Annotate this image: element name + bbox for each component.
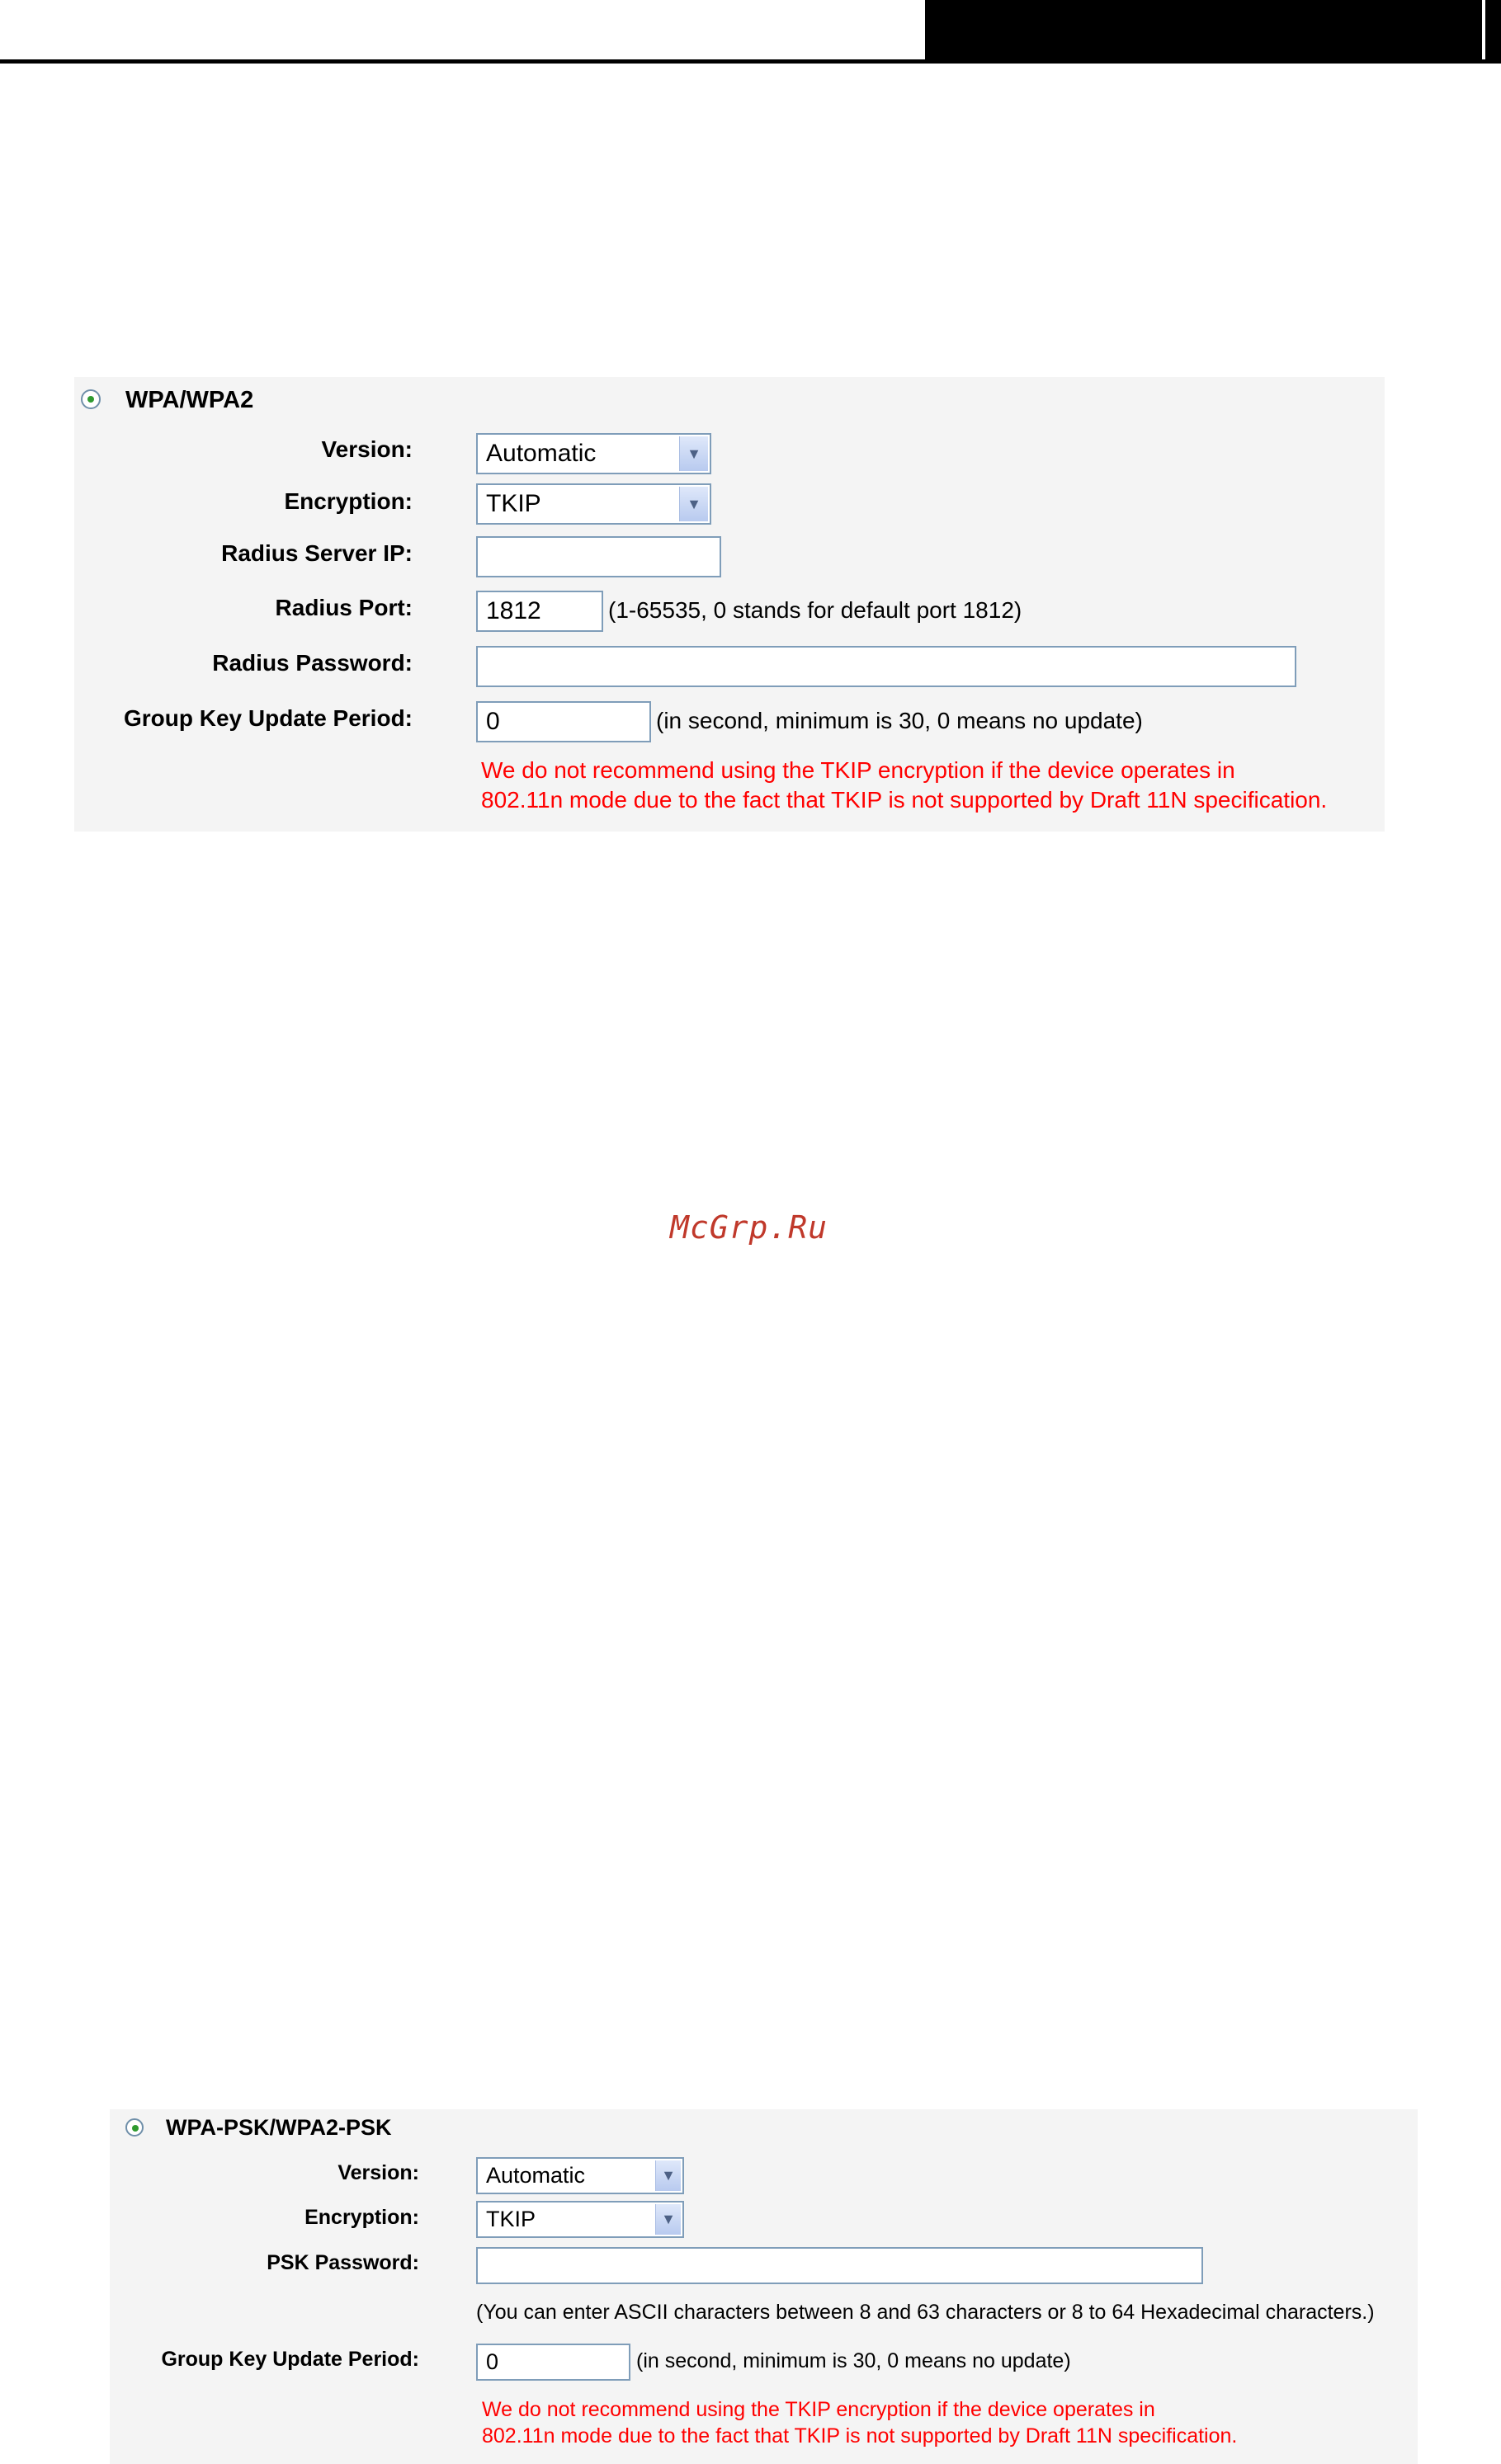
radius-server-ip-label: Radius Server IP: — [221, 540, 413, 566]
wpa-psk-settings-panel — [110, 2109, 1418, 2464]
wpa-psk-radio-button[interactable] — [125, 2118, 144, 2137]
radius-port-input[interactable]: 1812 — [476, 591, 603, 632]
wpa-radio-button[interactable] — [81, 389, 101, 409]
chevron-down-icon[interactable]: ▼ — [655, 2204, 681, 2235]
wpa-group-key-hint: (in second, minimum is 30, 0 means no update) — [656, 708, 1143, 733]
header-black-block-end — [1485, 0, 1501, 59]
psk-version-label: Version: — [337, 2161, 419, 2184]
psk-password-input[interactable] — [476, 2247, 1203, 2284]
chevron-down-icon[interactable]: ▼ — [679, 436, 708, 471]
watermark-text: McGrp.Ru — [670, 1209, 828, 1246]
psk-tkip-warning-line2: 802.11n mode due to the fact that TKIP is not supported by Draft 11N specification. — [482, 2424, 1238, 2448]
radius-port-hint: (1-65535, 0 stands for default port 1812) — [608, 597, 1022, 623]
wpa-encryption-select[interactable] — [476, 483, 711, 525]
psk-version-value: Automatic — [486, 2163, 586, 2188]
radius-password-input[interactable] — [476, 646, 1296, 687]
wpa-tkip-warning-line1: We do not recommend using the TKIP encryption if the device operates in — [481, 757, 1235, 783]
wpa-version-label: Version: — [321, 436, 413, 462]
radius-port-label: Radius Port: — [275, 595, 413, 620]
psk-group-key-input[interactable]: 0 — [476, 2344, 630, 2381]
psk-group-key-label: Group Key Update Period: — [161, 2348, 419, 2371]
psk-password-label: PSK Password: — [267, 2251, 419, 2274]
psk-password-hint: (You can enter ASCII characters between 8 and 63 characters or 8 to 64 Hexadecimal characters.) — [476, 2301, 1375, 2324]
psk-tkip-warning-line1: We do not recommend using the TKIP encryption if the device operates in — [482, 2398, 1155, 2421]
psk-encryption-select[interactable] — [476, 2201, 684, 2238]
wpa-version-select[interactable] — [476, 433, 711, 474]
radius-server-ip-input[interactable] — [476, 536, 721, 577]
wpa-group-key-label: Group Key Update Period: — [123, 705, 413, 731]
wpa-encryption-value: TKIP — [486, 490, 541, 517]
psk-version-select[interactable] — [476, 2157, 684, 2194]
wpa-group-key-input[interactable]: 0 — [476, 701, 651, 742]
chevron-down-icon[interactable]: ▼ — [679, 487, 708, 521]
radius-password-label: Radius Password: — [212, 650, 413, 676]
chevron-down-icon[interactable]: ▼ — [655, 2160, 681, 2191]
header-rule — [0, 59, 1501, 64]
wpa-encryption-label: Encryption: — [284, 488, 413, 514]
psk-encryption-label: Encryption: — [304, 2206, 419, 2229]
wpa-psk-section-title: WPA-PSK/WPA2-PSK — [166, 2115, 392, 2140]
wpa-settings-panel — [74, 377, 1385, 832]
header-black-block — [925, 0, 1482, 59]
psk-group-key-hint: (in second, minimum is 30, 0 means no update) — [636, 2349, 1071, 2372]
wpa-tkip-warning-line2: 802.11n mode due to the fact that TKIP is not supported by Draft 11N specification. — [481, 787, 1328, 813]
wpa-section-title: WPA/WPA2 — [125, 387, 254, 413]
psk-encryption-value: TKIP — [486, 2207, 536, 2231]
wpa-version-value: Automatic — [486, 440, 597, 467]
